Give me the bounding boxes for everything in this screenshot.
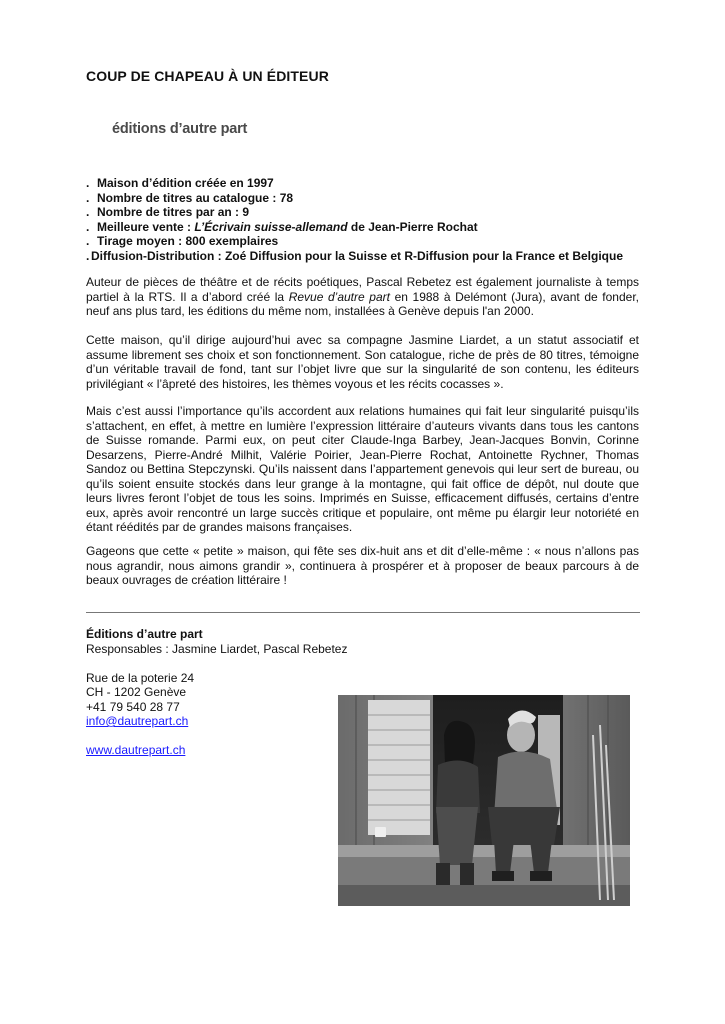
fact-text-prefix: Meilleure vente : (97, 219, 195, 234)
paragraph-house: Cette maison, qu’il dirige aujourd’hui avec sa compagne Jasmine Liardet, a un statut associatif et assume librement ses choix et son fonctionnement. Son catalogue, riche de près de 80 titres, témoigne d’un véritable travail de fond, tant sur l’objet livre que sur la singularité de son contenu, les éditeurs privilégiant « l’âpreté des histoires, les thèmes voyous et les récits cocasses ». (86, 333, 639, 391)
paragraph-authors: Mais c’est aussi l’importance qu’ils accordent aux relations humaines qui fait leur singularité puisqu’ils s’attachent, en effet, à mettre en lumière l’expression littéraire d’auteurs vivants dans tous les cantons de Suisse romande. Parmi eux, on peut citer Claude-Inga Barbey, Jean-Jacques Bonvin, Corinne Desarzens, Pierre-André Milhit, Valérie Poirier, Jean-Pierre Rochat, Antoinette Rychner, Thomas Sandoz ou Bettina Stepczynski. Qu’ils naissent dans l’appartement genevois qui leur sert de bureau, ou qu’ils soient ensuite stockés dans leur grange à la montagne, qui fait office de dépôt, nul doute que leurs livres feront l’objet de tous les soins. Imprimés en Suisse, efficacement diffusés, certains d’entre eux, après avoir rencontré un large succès critique et populaire, ont même pu élargir leur notoriété en étant réédités par de grandes maisons françaises. (86, 404, 639, 534)
fact-bullet: . (86, 234, 90, 249)
contact-block (86, 627, 347, 758)
editors-photo (338, 695, 630, 906)
contact-responsables: Responsables : Jasmine Liardet, Pascal Rebetez (86, 641, 348, 656)
paragraph-intro-part-a: Auteur de pièces de théâtre et de récits poétiques, Pascal Rebetez est également journaliste à temps partiel à la RTS. Il a d’abord créé la (86, 275, 639, 304)
fact-item (86, 191, 646, 206)
contact-website-link[interactable]: www.dautrepart.ch (86, 743, 186, 757)
contact-phone: +41 79 540 28 77 (86, 699, 180, 714)
contact-city: CH - 1202 Genève (86, 685, 187, 699)
facts-list (86, 176, 646, 264)
editors-photo-image (338, 695, 630, 906)
fact-bullet: . (86, 190, 90, 205)
fact-item (86, 176, 646, 191)
paragraph-intro-part-b: en 1988 à Delémont (Jura), avant de fonder, neuf ans plus tard, les éditions du même nom, installées à Genève depuis l'an 2000. (86, 289, 639, 318)
fact-text: Maison d’édition créée en 1997 (97, 176, 274, 190)
fact-text: Tirage moyen : 800 exemplaires (97, 234, 279, 249)
contact-publisher-name: Éditions d’autre part (86, 627, 203, 641)
fact-item (86, 234, 646, 249)
paragraph-conclusion: Gageons que cette « petite » maison, qui fête ses dix-huit ans et dit d’elle-même : « nous n’allons pas nous agrandir, nous aimons grandir », continuera à prospérer et à proposer de beaux parcours à de beaux ouvrages de création littéraire ! (86, 544, 639, 587)
fact-text: Nombre de titres par an : 9 (97, 205, 250, 220)
fact-text: Nombre de titres au catalogue : 78 (97, 190, 294, 205)
contact-email-link[interactable]: info@dautrepart.ch (86, 714, 189, 728)
fact-bullet: . (86, 248, 90, 263)
revue-title: Revue d’autre part (288, 289, 390, 304)
fact-item (86, 205, 646, 220)
fact-item (86, 249, 646, 264)
fact-bullet: . (86, 176, 90, 190)
contact-street: Rue de la poterie 24 (86, 670, 195, 685)
fact-item (86, 220, 646, 235)
fact-text-suffix: de Jean-Pierre Rochat (347, 219, 478, 234)
paragraph-intro (86, 275, 639, 319)
page-title: COUP DE CHAPEAU À UN ÉDITEUR (86, 68, 329, 84)
best-seller-title: L’Écrivain suisse-allemand (194, 219, 348, 234)
section-divider (86, 612, 640, 613)
fact-text: Diffusion-Distribution : Zoé Diffusion pour la Suisse et R-Diffusion pour la France et Belgique (91, 248, 624, 263)
publisher-logo-text: éditions d’autre part (112, 121, 248, 137)
fact-bullet: . (86, 219, 90, 234)
fact-bullet: . (86, 205, 90, 220)
